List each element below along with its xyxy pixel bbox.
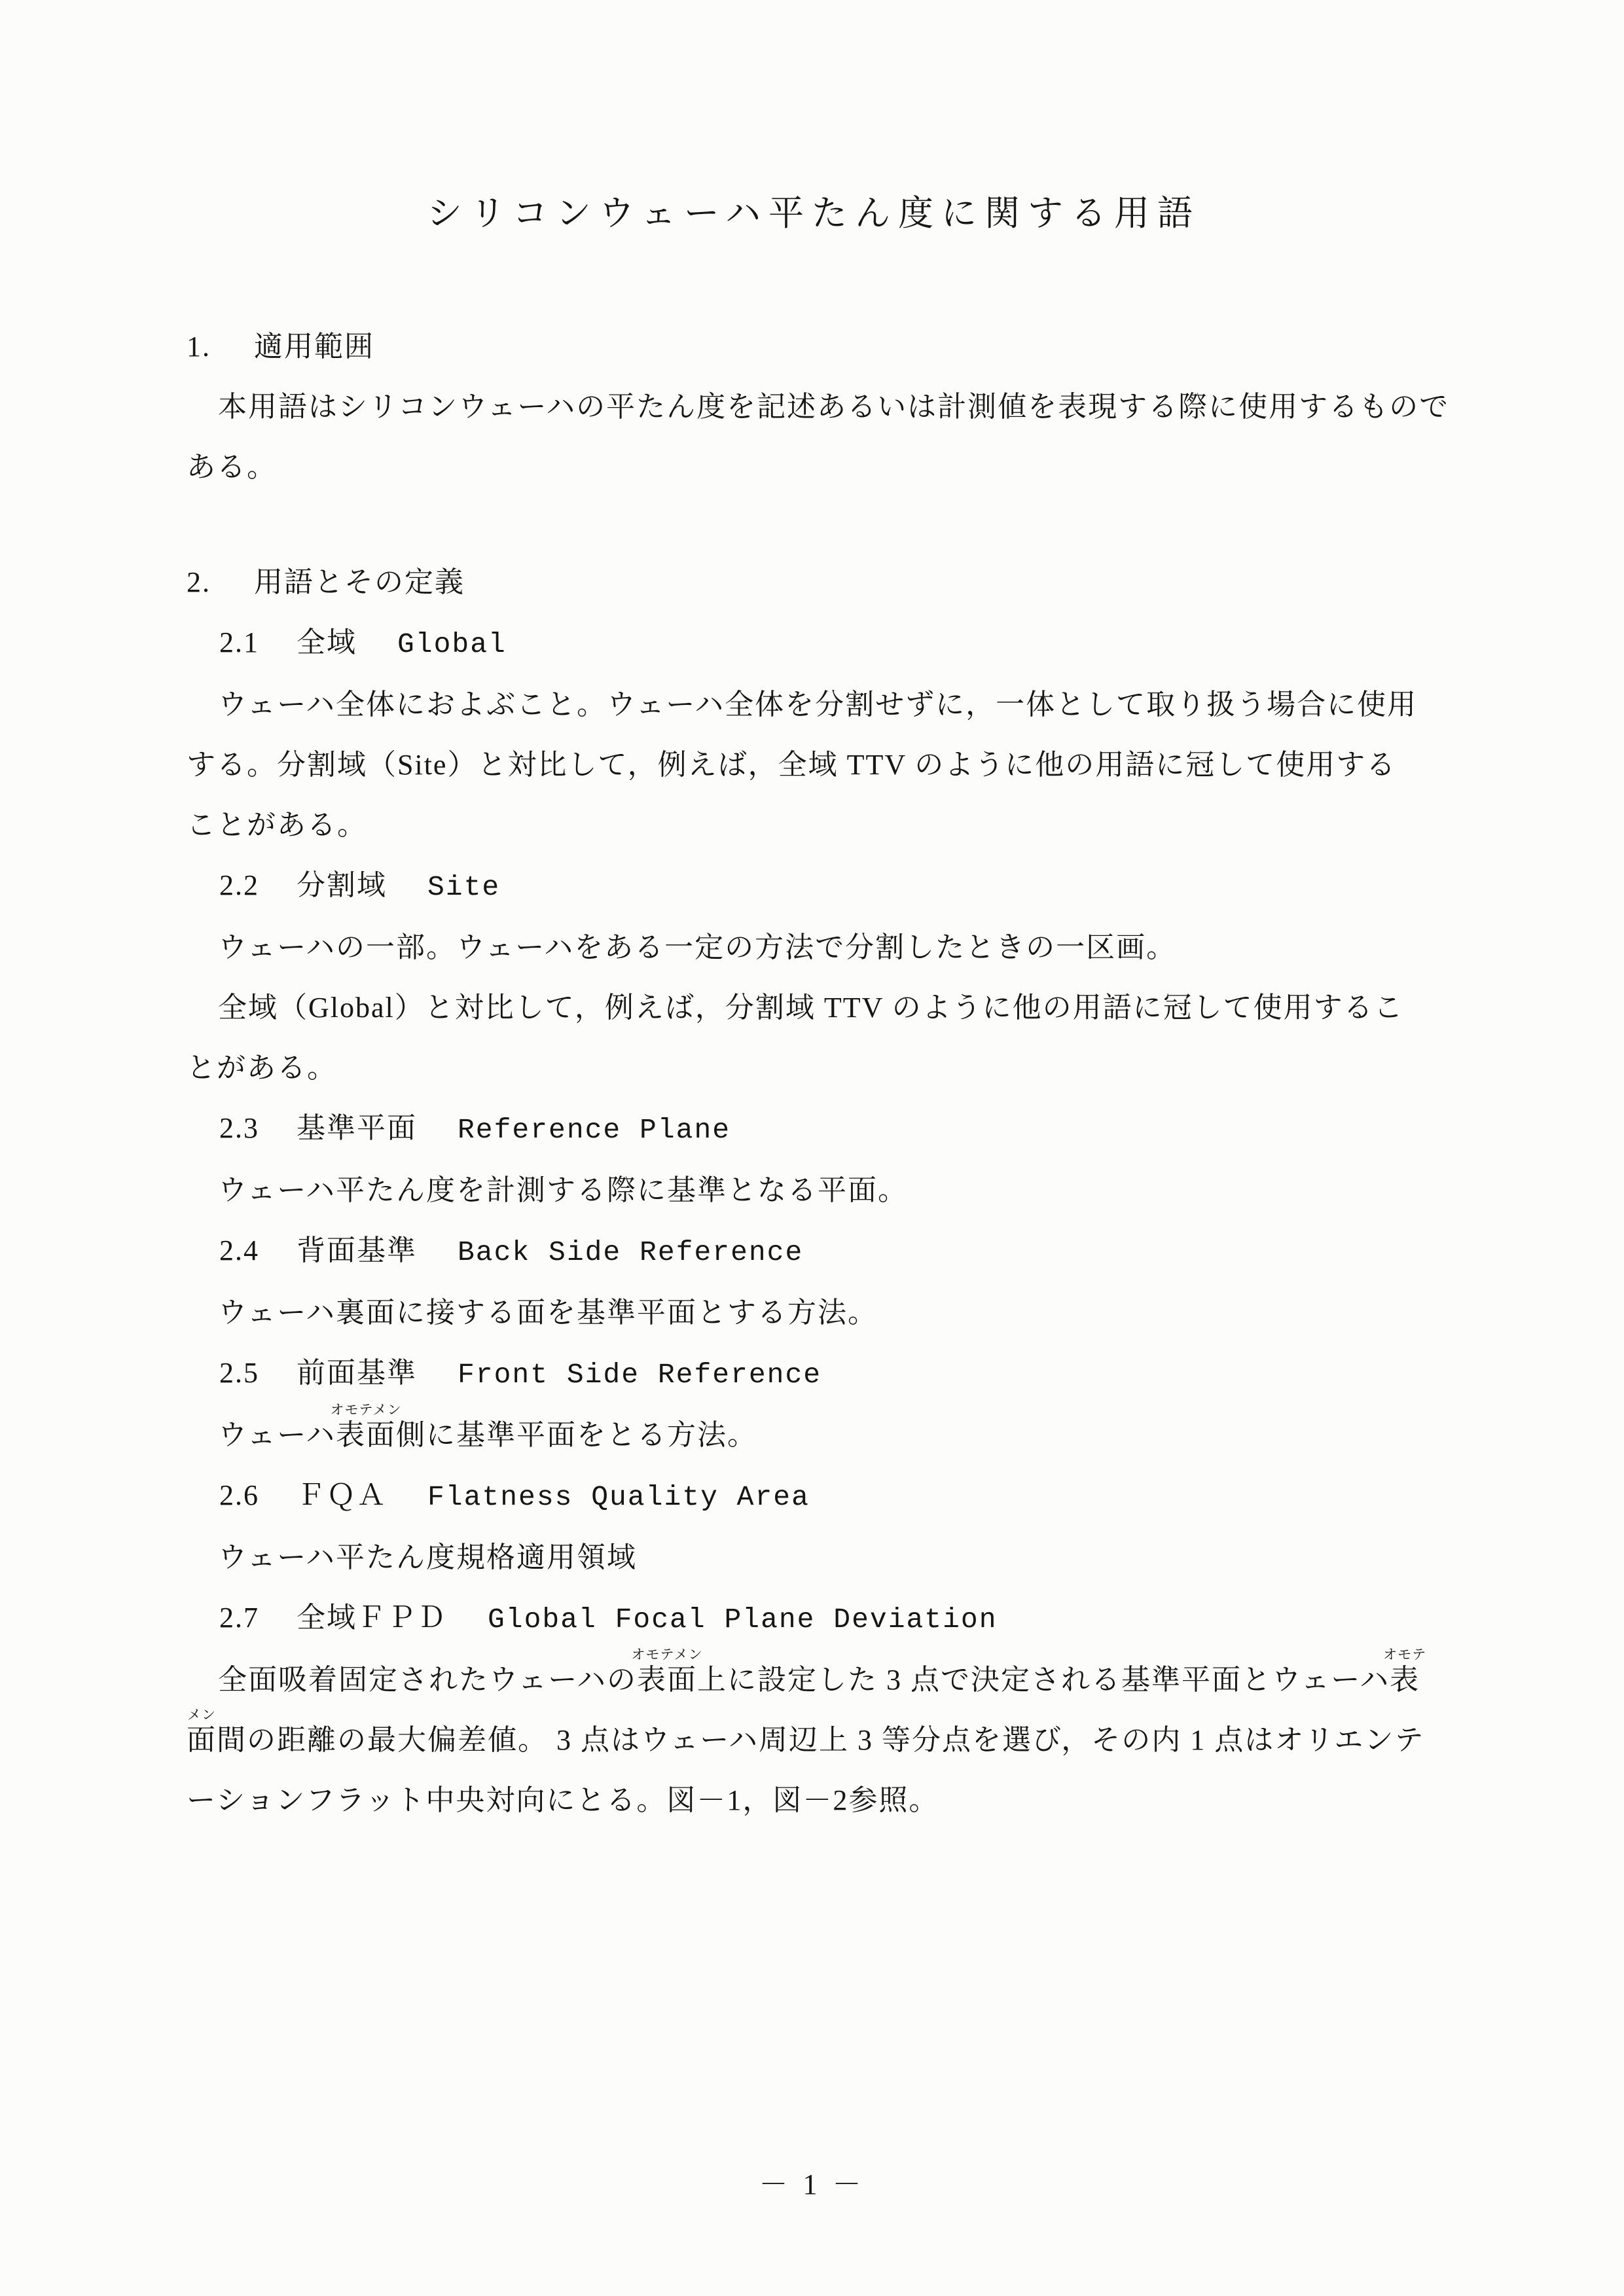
term-heading-2-1	[219, 613, 1441, 675]
document-title: シリコンウェーハ平たん度に関する用語	[426, 194, 1201, 233]
term-number: 2.4	[219, 1234, 259, 1266]
furigana: オモテメン	[330, 1402, 402, 1418]
term-number: 2.7	[219, 1602, 259, 1634]
term-english: Site	[427, 871, 501, 903]
ruby-base: 表面	[637, 1664, 698, 1696]
furigana: オモテメン	[631, 1647, 703, 1662]
definition-text: ウェーハ	[218, 1419, 336, 1451]
section-2-heading	[187, 552, 1441, 613]
page-number: － 1 －	[759, 2168, 865, 2200]
ruby-base: 表	[1390, 1664, 1420, 1696]
definition-line: ウェーハ裏面に接する面を基準平面とする方法。	[218, 1297, 878, 1329]
term-number: 2.5	[219, 1357, 259, 1389]
term-heading-2-3	[219, 1098, 1441, 1160]
definition-line: ウェーハ平たん度を計測する際に基準となる平面。	[218, 1174, 909, 1206]
definition-line-with-furigana	[187, 1402, 1441, 1465]
section-2-number: 2.	[187, 566, 211, 598]
term-japanese: 基準平面	[297, 1112, 417, 1144]
definition-line-with-furigana	[187, 1707, 1441, 1770]
definition-line: ウェーハの一部。ウェーハをある一定の方法で分割したときの一区画。	[218, 931, 1177, 963]
term-number: 2.1	[219, 626, 259, 658]
ruby-base: 表面	[336, 1419, 397, 1451]
furigana: オモテ	[1383, 1647, 1427, 1662]
term-english: Back Side Reference	[458, 1236, 804, 1268]
term-heading-2-5	[219, 1343, 1441, 1405]
term-heading-2-4	[219, 1221, 1441, 1283]
definition-text: 間の距離の最大偏差値。 3 点はウェーハ周辺上 3 等分点を選び，その内 1 点はオリエンテ	[217, 1724, 1425, 1756]
ruby-annotated-word	[1383, 1647, 1427, 1696]
term-japanese: 全域ＦＰＤ	[297, 1602, 447, 1634]
term-english: Reference Plane	[458, 1114, 731, 1146]
definition-line: ーションフラット中央対向にとる。図－1，図－2参照。	[187, 1784, 939, 1816]
term-japanese: 分割域	[297, 869, 387, 901]
definition-line-with-furigana	[187, 1647, 1441, 1710]
definition-line: ウェーハ平たん度規格適用領域	[218, 1541, 638, 1573]
term-japanese: 前面基準	[297, 1357, 417, 1389]
term-number: 2.2	[219, 869, 259, 901]
ruby-base: 面	[187, 1724, 217, 1756]
definition-line: 全域（Global）と対比して，例えば，分割域 TTV のように他の用語に冠して使用するこ	[218, 992, 1404, 1024]
section-1-number: 1.	[187, 331, 211, 363]
section-1-heading	[187, 317, 1441, 377]
definition-line: する。分割域（Site）と対比して，例えば，全域 TTV のように他の用語に冠して使用する	[187, 749, 1397, 781]
term-number: 2.3	[219, 1112, 259, 1144]
ruby-annotated-word	[187, 1707, 217, 1756]
term-english: Global Focal Plane Deviation	[488, 1604, 998, 1636]
ruby-annotated-word	[330, 1402, 402, 1451]
definition-line: とがある。	[187, 1052, 337, 1084]
section-2-label: 用語とその定義	[254, 566, 465, 598]
term-english: Front Side Reference	[458, 1359, 822, 1391]
definition-text: 全面吸着固定されたウェーハの	[218, 1664, 638, 1696]
term-english: Global	[397, 628, 507, 660]
section-1-label: 適用範囲	[254, 331, 374, 363]
term-heading-2-7	[219, 1588, 1441, 1650]
definition-line: ウェーハ全体におよぶこと。ウェーハ全体を分割せずに，一体として取り扱う場合に使用	[218, 689, 1418, 721]
term-japanese: 背面基準	[297, 1234, 417, 1266]
term-heading-2-2	[219, 855, 1441, 918]
term-english: Flatness Quality Area	[427, 1481, 810, 1513]
term-japanese: ＦＱＡ	[297, 1479, 387, 1511]
term-japanese: 全域	[297, 626, 357, 658]
definition-line: ことがある。	[187, 809, 367, 841]
ruby-annotated-word	[631, 1647, 703, 1696]
furigana: メン	[187, 1707, 216, 1723]
body-line: ある。	[187, 451, 277, 483]
term-heading-2-6	[219, 1465, 1441, 1528]
term-number: 2.6	[219, 1479, 259, 1511]
body-line: 本用語はシリコンウェーハの平たん度を記述あるいは計測値を表現する際に使用するもので	[218, 391, 1450, 423]
definition-text: 上に設定した 3 点で決定される基準平面とウェーハ	[697, 1664, 1390, 1696]
definition-text: 側に基準平面をとる方法。	[396, 1419, 758, 1451]
